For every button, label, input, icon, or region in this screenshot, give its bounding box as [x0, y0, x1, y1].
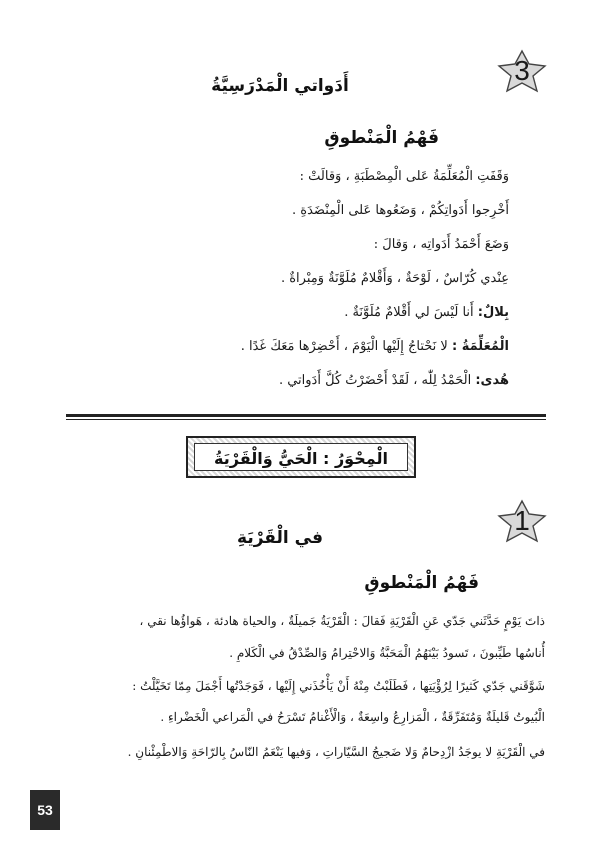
axis-banner — [186, 436, 416, 478]
text-line: الْبُيوتُ قَليلَةٌ وَمُتَفَرِّقَةٌ ، الْمَزارِعُ واسِعَةٌ ، وَالْأَغْنامُ تَسْرَحُ في الْمَراعي الْخَضْراءِ . — [160, 710, 545, 724]
text-line: الْمُعَلِّمَةُ : لا نَحْتاجُ إِلَيْها الْيَوْمَ ، أَحْضِرْها مَعَكَ غَدًا . — [240, 339, 509, 354]
page-number: 53 — [30, 790, 60, 830]
text-line: عِنْدي كُرّاسٌ ، لَوْحَةٌ ، وَأَقْلامٌ مُلَوَّنَةٌ وَمِبْراةٌ . — [280, 271, 509, 286]
text-line: ذاتَ يَوْمٍ حَدَّثَني جَدّي عَنِ الْقَرْيَةِ فَقالَ : الْقَرْيَةُ جَميلَةٌ ، والحياة هادئة ، هَواؤُها نقي ، — [139, 614, 545, 628]
section-divider — [66, 419, 546, 420]
text-line: وَقَفَتِ الْمُعَلِّمَةُ عَلى الْمِصْطَبَةِ ، وَقالَتْ : — [299, 169, 509, 184]
lesson-title: أَدَواتي الْمَدْرَسِيَّةُ — [211, 76, 349, 96]
lesson-title: في الْقَرْيَةِ — [237, 528, 323, 548]
lesson-number: 1 — [514, 505, 530, 536]
lesson-number-badge — [496, 48, 548, 94]
axis-banner-label: الْمِحْوَرُ : الْحَيُّ وَالْقَرْيَةُ — [194, 443, 408, 471]
section-heading: فَهْمُ الْمَنْطوقِ — [364, 573, 479, 593]
speaker-name: بِلالٌ: — [477, 305, 509, 320]
text-line: في الْقَرْيَةِ لا يوجَدُ ازْدِحامٌ وَلا ضَجيجُ السَّيّاراتِ ، وَفيها يَنْعَمُ النّاسُ بِالرّاحَةِ وَالاطْمِئْنانِ . — [127, 745, 545, 759]
text-line: هُدى: الْحَمْدُ لِلّٰه ، لَقَدْ أَحْضَرْتُ كُلَّ أَدَواتي . — [278, 373, 509, 388]
speaker-name: هُدى: — [475, 373, 509, 388]
text-line: بِلالٌ: أَنا لَيْسَ لي أَقْلامٌ مُلَوَّنَةٌ . — [344, 305, 509, 320]
text-line: أَخْرِجوا أَدَواتِكُمْ ، وَضَعُوها عَلى الْمِنْضَدَةِ . — [292, 203, 509, 218]
section-heading: فَهْمُ الْمَنْطوقِ — [324, 128, 439, 148]
text-line: شَوَّقَني جَدّي كَثيرًا لِرُؤْيَتِها ، فَطَلَبْتُ مِنْهُ أَنْ يَأْخُذَني إِلَيْها ، فَوَجَدْتُها أَجْمَلَ مِمّا تَخَيَّلْتُ : — [132, 679, 545, 693]
text-line: وَضَعَ أَحْمَدُ أَدَواتِه ، وَقالَ : — [373, 237, 509, 252]
lesson-number-badge — [496, 498, 548, 544]
speaker-name: الْمُعَلِّمَةُ : — [451, 339, 509, 354]
text-line: أُناسُها طَيِّبونَ ، تَسودُ بَيْنَهُمُ الْمَحَبَّةُ وَالاحْتِرامُ وَالصِّدْقُ في الْكَلامِ . — [229, 646, 545, 660]
lesson-number: 3 — [514, 55, 530, 86]
section-divider — [66, 414, 546, 417]
